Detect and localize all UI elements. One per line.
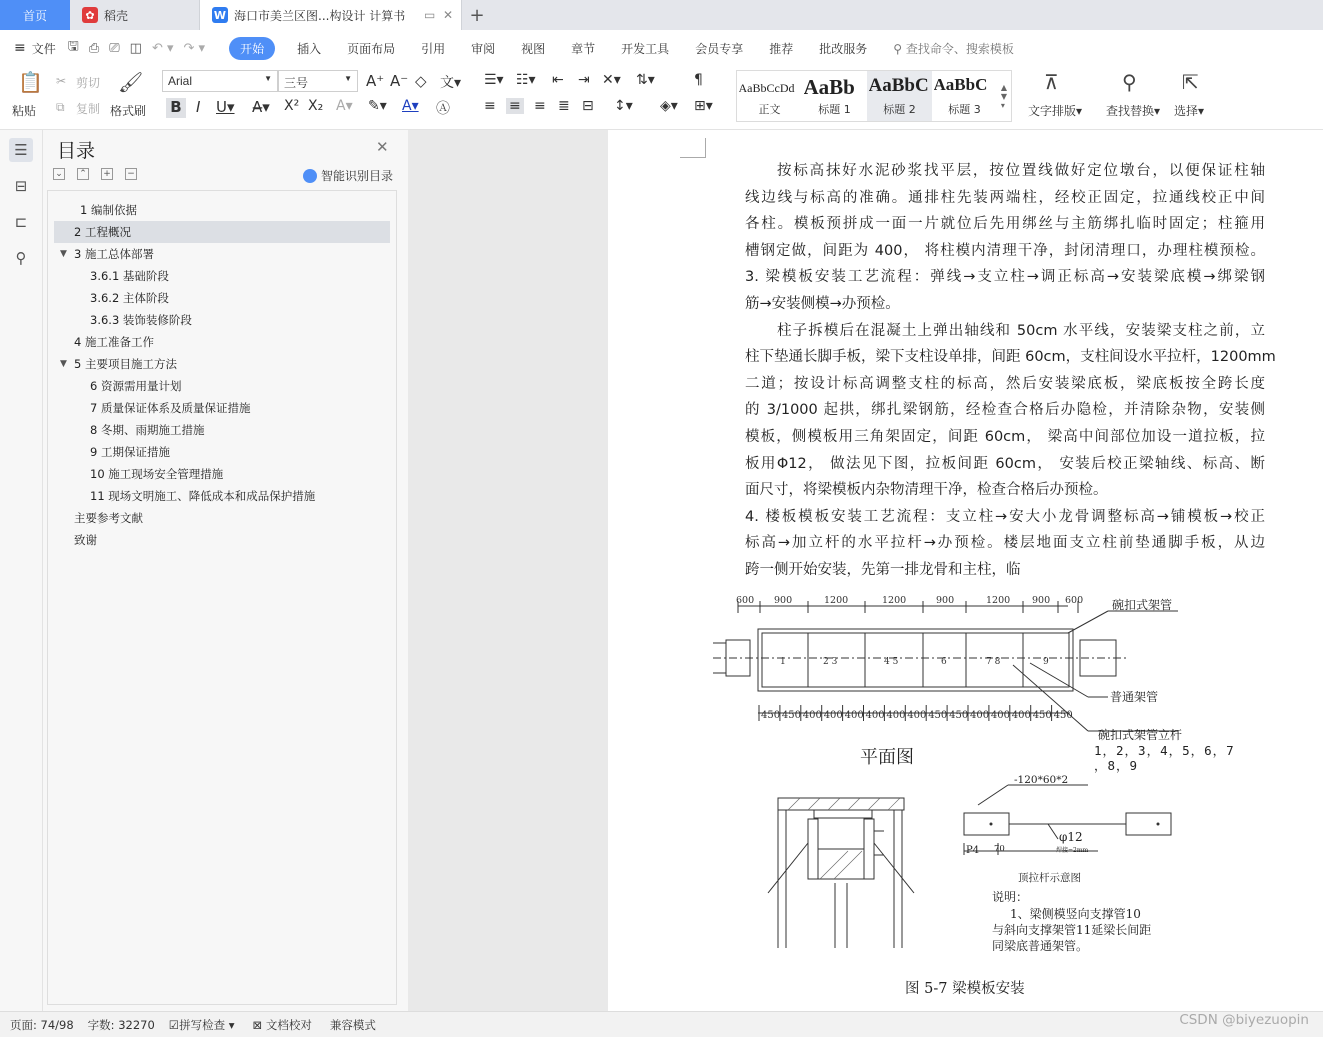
menu-item-references[interactable]: 引用	[421, 41, 446, 56]
find-replace-label: 查找替换	[1106, 104, 1155, 118]
style-gallery-scroll[interactable]: ▲ ▼ ▾	[1000, 82, 1008, 110]
menu-item-view[interactable]: 视图	[521, 41, 546, 56]
redo-icon[interactable]: ↷ ▾	[183, 40, 206, 56]
toc-controls	[53, 168, 149, 180]
toc-item-label: 7 质量保证体系及质量保证措施	[90, 401, 251, 415]
dim-label: 900	[1032, 595, 1051, 606]
chevron-down-icon[interactable]: ▼	[60, 359, 67, 369]
superscript-button[interactable]: X²	[284, 98, 300, 114]
menu-item-start[interactable]: 开始	[229, 37, 275, 60]
toc-item-label: 10 施工现场安全管理措施	[90, 467, 224, 481]
menu-item-chapter[interactable]: 章节	[571, 41, 596, 56]
shading-icon[interactable]: ◈▾	[660, 98, 678, 114]
style-heading3-preview: AaBbC	[933, 75, 988, 94]
format-painter-button[interactable]: 格式刷	[110, 104, 147, 118]
chevron-down-icon: ▼	[264, 74, 272, 83]
dim-label: 400	[990, 710, 1010, 721]
tab-daoke[interactable]	[70, 0, 200, 30]
tab-document[interactable]	[200, 0, 462, 30]
font-name-value: Arial	[168, 74, 193, 88]
svg-text:1: 1	[780, 657, 786, 667]
italic-button[interactable]: I	[196, 98, 201, 116]
note-line: 同梁底普通架管。	[992, 939, 1089, 953]
command-search-placeholder: 查找命令、搜索模板	[905, 41, 1014, 56]
text-layout-label: 文字排版	[1028, 104, 1077, 118]
select-button[interactable]: 选择▾	[1174, 104, 1205, 118]
distribute-icon[interactable]: ⊟	[582, 98, 594, 114]
text-line: 二道；按设计标高调整支柱的标高，然后安装梁底板，梁底板按全跨长度	[745, 375, 1265, 392]
clear-format-icon[interactable]: ◇	[415, 72, 427, 90]
menu-item-layout[interactable]: 页面布局	[347, 41, 396, 56]
toc-item[interactable]	[54, 353, 390, 375]
copy-button[interactable]: 复制	[76, 102, 101, 116]
label-normal-scaffold: 普通架管	[1110, 690, 1159, 704]
menu-item-correction[interactable]: 批改服务	[819, 41, 868, 56]
proofread-label: 文档校对	[265, 1017, 312, 1032]
svg-text:4 5: 4 5	[884, 657, 899, 667]
daoke-logo-icon: ✿	[82, 7, 98, 23]
font-size-value: 三号	[284, 76, 309, 90]
text-line: 按标高抹好水泥砂浆找平层，按位置线做好定位墩台，以便保证柱轴	[777, 163, 1265, 179]
tie-dimension: -120*60*2	[1014, 774, 1069, 786]
bookmark-icon[interactable]: ⊏	[14, 213, 28, 231]
text-line: 3. 梁模板安装工艺流程：弹线→支立柱→调正标高→安装梁底模→绑梁钢	[745, 269, 1265, 286]
toc-item-label: 9 工期保证措施	[90, 445, 170, 459]
toc-item-label: 1 编制依据	[80, 203, 137, 217]
toc-item-label: 2 工程概况	[74, 225, 131, 239]
tie-caption: 顶拉杆示意图	[1018, 872, 1081, 884]
dim-label: 400	[970, 710, 990, 721]
find-replace-button[interactable]: 查找替换▾	[1106, 104, 1161, 118]
magnifier-icon[interactable]: ⚲	[1122, 70, 1137, 94]
svg-text:7 8: 7 8	[986, 657, 1001, 667]
dim-label: 400	[886, 710, 906, 721]
toc-item-label: 6 资源需用量计划	[90, 379, 182, 393]
quick-access-toolbar	[68, 37, 215, 59]
chinese-layout-icon[interactable]: ✕▾	[602, 72, 621, 88]
dim-label: 400	[844, 710, 864, 721]
style-heading2-preview: AaBbC	[868, 75, 929, 96]
dim-label: 1200	[824, 595, 849, 606]
align-left-icon[interactable]: ≡	[484, 98, 496, 114]
svg-text:6: 6	[941, 657, 947, 667]
menu-item-review[interactable]: 审阅	[471, 41, 496, 56]
toc-item[interactable]	[54, 243, 390, 265]
compat-mode: 兼容模式	[329, 1017, 376, 1032]
dim-label: 450	[949, 710, 969, 721]
label-bowl-scaffold: 碗扣式架管	[1112, 598, 1173, 612]
toc-item-label: 8 冬期、雨期施工措施	[90, 423, 205, 437]
toc-item-label: 5 主要项目施工方法	[74, 357, 177, 371]
toc-item[interactable]	[54, 375, 390, 397]
beam-formwork-drawing	[708, 593, 1248, 953]
figure-caption: 图 5-7 梁模板安装	[905, 981, 1025, 997]
side-icon-strip	[0, 130, 43, 1011]
close-icon[interactable]: ✕	[376, 138, 389, 156]
text-line: 标高→加立杆的水平拉杆→办预检。楼层地面支立柱前垫通脚手板，从边	[745, 535, 1265, 552]
style-heading1-name: 标题 1	[818, 103, 851, 116]
shrink-font-icon[interactable]: A⁻	[390, 72, 409, 90]
tab-document-label: 海口市美兰区图...构设计 计算书	[234, 8, 406, 23]
document-background	[408, 130, 608, 1011]
underline-button[interactable]: U▾	[216, 98, 235, 116]
style-normal-name: 正文	[758, 103, 781, 116]
text-line: 的 3/1000 起拱，绑扎梁钢筋，经检查合格后办隐检，并清除杂物，安装侧	[745, 402, 1265, 419]
text-line: 线边线与标高的准确。通排柱先装两端柱，经校正固定，拉通线校正中间	[745, 189, 1265, 206]
cut-button[interactable]: 剪切	[76, 76, 101, 90]
justify-icon[interactable]: ≣	[558, 98, 570, 114]
menu-item-recommend[interactable]: 推荐	[769, 41, 794, 56]
dim-label: 400	[802, 710, 822, 721]
tie-70-label: 70	[994, 844, 1005, 854]
phonetic-icon[interactable]: 文▾	[440, 75, 462, 91]
select-label: 选择	[1174, 104, 1199, 118]
style-normal-preview: AaBbCcDd	[738, 81, 795, 95]
tie-diameter: φ12	[1059, 830, 1083, 844]
highlight-button[interactable]: ✎▾	[368, 98, 387, 114]
file-menu-label: 文件	[31, 41, 56, 56]
scissors-icon: ✂	[56, 74, 67, 88]
toc-item-label: 11 现场文明施工、降低成本和成品保护措施	[90, 489, 316, 503]
paragraph-column-formwork	[745, 158, 1276, 584]
align-center-icon[interactable]: ≡	[506, 98, 524, 114]
label-pole-numbers-2: ，8，9	[1094, 758, 1139, 773]
dim-label: 1200	[986, 595, 1011, 606]
style-normal[interactable]	[737, 71, 802, 121]
toc-item[interactable]	[54, 397, 390, 419]
tie-p-label: P4	[966, 845, 980, 856]
print-preview-icon[interactable]: ◫	[129, 40, 142, 56]
add-heading-icon[interactable]: +	[101, 168, 113, 180]
menu-bar	[0, 30, 1323, 66]
svg-text:2 3: 2 3	[823, 657, 838, 667]
tab-bar	[0, 0, 1323, 30]
monitor-icon[interactable]: ▭	[423, 8, 436, 22]
toc-item[interactable]	[54, 463, 390, 485]
style-heading1-preview: AaBb	[803, 75, 855, 99]
plan-title: 平面图	[860, 747, 914, 768]
text-line: 跨一侧开始安装，先第一排龙骨和主柱，临	[745, 561, 1021, 578]
toc-item-label: 3.6.3 装饰装修阶段	[90, 313, 192, 327]
wps-writer-icon: W	[213, 8, 227, 22]
ribbon-toolbar	[0, 66, 1323, 130]
toc-item[interactable]	[54, 529, 390, 551]
style-heading3[interactable]	[932, 71, 997, 121]
cursor-arrow-icon[interactable]: ⇱	[1182, 70, 1199, 94]
tab-home[interactable]: 首页	[0, 0, 70, 30]
document-page[interactable]	[608, 130, 1323, 1011]
toc-item[interactable]	[54, 507, 390, 529]
new-tab-button[interactable]: +	[469, 4, 485, 26]
menu-item-insert[interactable]: 插入	[297, 41, 322, 56]
toc-item[interactable]	[54, 485, 390, 507]
close-icon[interactable]: ✕	[442, 8, 453, 22]
note-line: 与斜向支撑架管11延梁长间距	[992, 923, 1152, 937]
dim-label: 450	[1032, 710, 1052, 721]
style-heading3-name: 标题 3	[948, 103, 981, 116]
dim-label: 450	[928, 710, 948, 721]
toc-item-label: 3 施工总体部署	[74, 247, 154, 261]
text-effect-button[interactable]: A▾	[336, 98, 353, 114]
print-icon[interactable]: ⎚	[109, 40, 120, 56]
page-indicator[interactable]: 页面: 74/98	[10, 1017, 74, 1032]
tie-weld-label: 焊接=2mm	[1056, 847, 1089, 854]
numbered-list-icon[interactable]: ☷▾	[516, 72, 536, 88]
toc-item-label: 3.6.2 主体阶段	[90, 291, 169, 305]
dim-label: 400	[865, 710, 885, 721]
expand-all-icon[interactable]: ⌄	[53, 168, 65, 180]
toc-item[interactable]	[54, 287, 390, 309]
text-line: 面尺寸，将梁模板内杂物清理干净，检查合格后办预检。	[745, 482, 1108, 499]
dim-label: 1200	[882, 595, 907, 606]
toc-item[interactable]	[54, 265, 390, 287]
borders-icon[interactable]: ⊞▾	[694, 98, 713, 114]
check-icon: ☑	[168, 1017, 180, 1032]
text-line: 筋→安装侧模→办预检。	[745, 295, 900, 312]
tab-daoke-label: 稻壳	[104, 8, 129, 23]
char-border-button[interactable]: Ⓐ	[436, 101, 450, 117]
grow-font-icon[interactable]: A⁺	[366, 72, 385, 90]
style-heading1[interactable]	[802, 71, 867, 121]
text-line: 4. 楼板模板安装工艺流程：支立柱→安大小龙骨调整标高→铺模板→校正	[745, 508, 1265, 525]
watermark-text: CSDN @biyezuopin	[1179, 1012, 1309, 1028]
toc-item[interactable]	[54, 419, 390, 441]
copy-icon: ⧉	[56, 100, 65, 114]
dim-label: 900	[774, 595, 793, 606]
toc-item[interactable]	[54, 331, 390, 353]
chevron-down-icon: ▼	[344, 74, 352, 83]
text-line: 各柱。模板预拼成一面一片就位后先用绑丝与主筋绑扎临时固定；柱箍用	[745, 216, 1265, 233]
dim-label: 400	[823, 710, 843, 721]
file-menu[interactable]	[14, 40, 56, 57]
dim-label: 400	[907, 710, 927, 721]
strikethrough-button[interactable]: A̶▾	[252, 98, 270, 116]
toc-item[interactable]	[54, 221, 390, 243]
text-layout-icon[interactable]: ⊼	[1044, 70, 1059, 94]
hamburger-icon: ≡	[14, 40, 26, 56]
font-size-select[interactable]	[278, 70, 358, 92]
text-line: 柱下垫通长脚手板，梁下支柱设单排，间距 60cm，支柱间设水平拉杆，1200mm	[745, 349, 1276, 366]
collapse-all-icon[interactable]: ⌃	[77, 168, 89, 180]
text-line: 槽钢定做，间距为 400， 将柱模内清理干净，封闭清理口，办理柱模预检。	[745, 242, 1265, 259]
note-line: 1、梁侧模竖向支撑管10	[1010, 907, 1141, 921]
text-line: 模板，侧模板用三角架固定，间距 60cm， 梁高中间部位加设一道拉板，拉	[745, 428, 1265, 445]
dim-label: 400	[1011, 710, 1031, 721]
sort-icon[interactable]: ⇅▾	[636, 72, 655, 88]
dim-label: 450	[761, 710, 781, 721]
toc-item-label: 4 施工准备工作	[74, 335, 154, 349]
tab-document-actions[interactable]	[424, 8, 453, 22]
search-icon[interactable]: ⚲	[15, 249, 27, 267]
text-layout-button[interactable]: 文字排版▾	[1028, 104, 1083, 118]
dim-label: 450	[781, 710, 801, 721]
save-icon[interactable]: 🖫	[67, 39, 79, 54]
export-pdf-icon[interactable]: ⎙	[88, 40, 100, 56]
decrease-indent-icon[interactable]: ⇤	[552, 72, 564, 88]
dim-label: 450	[1053, 710, 1073, 721]
align-right-icon[interactable]: ≡	[534, 98, 546, 114]
toc-item[interactable]	[54, 199, 390, 221]
status-bar	[0, 1011, 1323, 1037]
text-line: 柱子拆模后在混凝土上弹出轴线和 50cm 水平线，安装梁支柱之前，立	[777, 322, 1265, 339]
menu-item-member[interactable]: 会员专享	[695, 41, 744, 56]
toc-item-label: 主要参考文献	[74, 511, 143, 525]
svg-text:9: 9	[1043, 657, 1049, 667]
style-gallery	[736, 70, 1012, 122]
subscript-button[interactable]: X₂	[308, 98, 324, 114]
style-heading2-name: 标题 2	[883, 103, 916, 116]
bullet-list-icon[interactable]: ☰▾	[484, 72, 504, 88]
command-search[interactable]	[893, 40, 1014, 57]
spell-check-label: 拼写检查	[179, 1017, 226, 1032]
toc-panel-icon[interactable]: ☰	[9, 138, 33, 162]
label-bowl-pole: 碗扣式架管立杆	[1098, 728, 1183, 742]
smart-toc-button[interactable]	[303, 167, 393, 184]
increase-indent-icon[interactable]: ⇥	[578, 72, 590, 88]
proofread-button[interactable]	[253, 1017, 312, 1033]
toc-item-label: 致谢	[74, 533, 97, 547]
remove-heading-icon[interactable]: −	[125, 168, 137, 180]
font-color-button[interactable]: A▾	[402, 98, 419, 114]
undo-icon[interactable]: ↶ ▾	[151, 40, 174, 56]
chevron-down-icon[interactable]: ▼	[60, 249, 67, 259]
toc-item[interactable]	[54, 309, 390, 331]
format-painter-icon[interactable]: 🖌	[118, 70, 144, 94]
style-heading2[interactable]	[867, 71, 932, 121]
dim-label: 900	[936, 595, 955, 606]
paste-icon[interactable]: 📋	[18, 70, 43, 94]
menu-item-developer[interactable]: 开发工具	[621, 41, 670, 56]
paste-button[interactable]: 粘贴	[12, 104, 37, 118]
note-title: 说明：	[992, 890, 1029, 904]
toc-list	[47, 190, 397, 1005]
page-corner-mark	[680, 138, 706, 158]
toc-panel	[43, 130, 408, 1011]
spell-check-button[interactable]: ☑拼写检查 ▾	[168, 1017, 235, 1032]
proofread-icon: ⊠	[252, 1017, 266, 1032]
navigation-icon[interactable]: ⊟	[14, 177, 28, 195]
ai-toc-icon	[303, 169, 317, 183]
smart-toc-label: 智能识别目录	[321, 169, 394, 183]
line-spacing-icon[interactable]: ↕▾	[614, 98, 633, 114]
font-name-select[interactable]	[162, 70, 278, 92]
toc-item-label: 3.6.1 基础阶段	[90, 269, 169, 283]
toc-item[interactable]	[54, 441, 390, 463]
dim-label: 600	[736, 595, 755, 606]
word-count[interactable]: 字数: 32270	[87, 1017, 155, 1032]
search-icon: ⚲	[893, 41, 906, 56]
show-marks-icon[interactable]: ¶	[694, 72, 703, 88]
bold-button[interactable]: B	[166, 98, 186, 118]
toc-title: 目录	[57, 140, 96, 162]
text-line: 板用Φ12， 做法见下图，拉板间距 60cm， 安装后校正梁轴线、标高、断	[745, 455, 1265, 472]
dim-label: 600	[1065, 595, 1084, 606]
label-pole-numbers: 1，2，3，4，5，6，7	[1094, 743, 1235, 758]
